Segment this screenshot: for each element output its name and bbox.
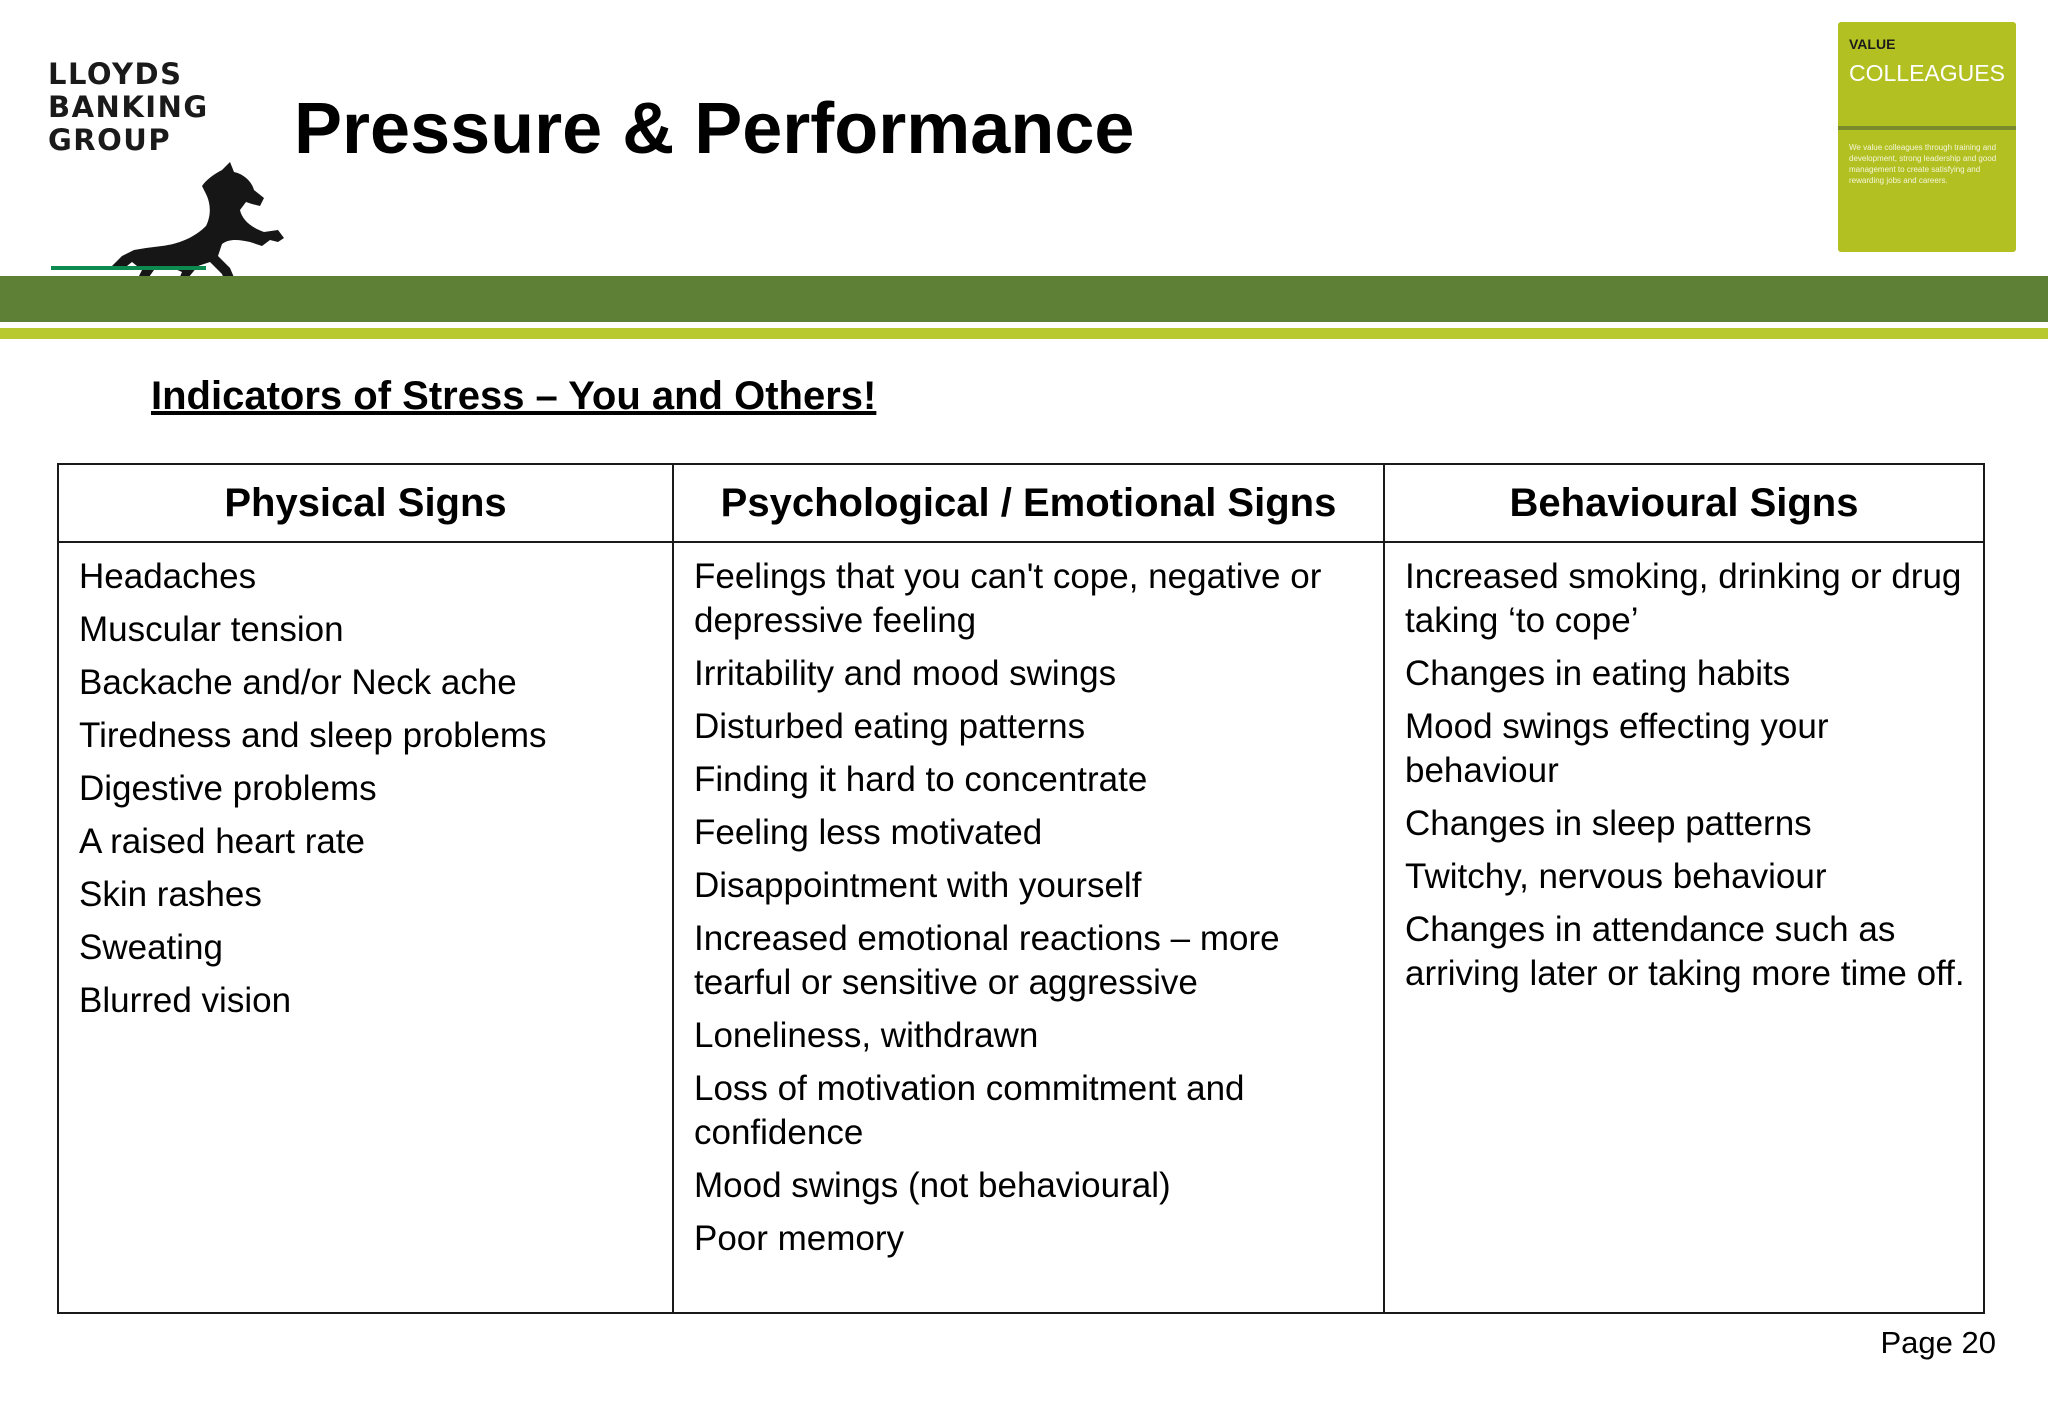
list-item: Headaches xyxy=(79,557,257,596)
list-item: Disappointment with yourself xyxy=(694,866,1142,905)
column-header-psychological: Psychological / Emotional Signs xyxy=(673,464,1384,542)
list-item: Blurred vision xyxy=(79,981,292,1020)
physical-signs-cell xyxy=(58,542,673,1313)
psychological-signs-cell xyxy=(673,542,1384,1313)
table-header-row xyxy=(58,464,1984,542)
list-item: Changes in sleep patterns xyxy=(1405,804,1812,843)
table-body-row xyxy=(58,542,1984,1313)
list-item: Skin rashes xyxy=(79,875,262,914)
value-colleagues-card xyxy=(1838,22,2016,252)
list-item: Feelings that you can't cope, negative or depressive feeling xyxy=(694,557,1322,640)
list-item: Digestive problems xyxy=(79,769,377,808)
list-item: Increased emotional reactions – more tearful or sensitive or aggressive xyxy=(694,919,1280,1002)
stress-indicators-table xyxy=(57,463,1985,1314)
lloyds-logo xyxy=(48,58,248,157)
list-item: Twitchy, nervous behaviour xyxy=(1405,857,1827,896)
value-card-heading: COLLEAGUES xyxy=(1849,60,2005,86)
list-item: Finding it hard to concentrate xyxy=(694,760,1148,799)
list-item: Disturbed eating patterns xyxy=(694,707,1086,746)
list-item: Poor memory xyxy=(694,1219,905,1258)
list-item: Changes in eating habits xyxy=(1405,654,1791,693)
list-item: Mood swings (not behavioural) xyxy=(694,1166,1171,1205)
value-card-label: VALUE xyxy=(1849,36,1896,52)
page-title: Pressure & Performance xyxy=(294,89,1135,169)
header-band-light xyxy=(0,328,2048,339)
column-header-physical: Physical Signs xyxy=(58,464,673,542)
list-item: A raised heart rate xyxy=(79,822,365,861)
list-item: Mood swings effecting your behaviour xyxy=(1405,707,1829,790)
list-item: Loss of motivation commitment and confidence xyxy=(694,1069,1245,1152)
psychological-signs-list xyxy=(694,555,1365,1261)
list-item: Sweating xyxy=(79,928,223,967)
behavioural-signs-cell xyxy=(1384,542,1984,1313)
list-item: Backache and/or Neck ache xyxy=(79,663,517,702)
header-band-dark xyxy=(0,276,2048,322)
logo-line: GROUP xyxy=(48,123,172,157)
section-subtitle: Indicators of Stress – You and Others! xyxy=(151,374,877,418)
page-number: Page 20 xyxy=(1880,1325,1996,1360)
list-item: Increased smoking, drinking or drug taking ‘to cope’ xyxy=(1405,557,1962,640)
value-card-divider xyxy=(1838,126,2016,130)
value-card-description: We value colleagues through training and development, strong leadership and good management to create satisfying and rewarding jobs and careers. xyxy=(1849,143,1997,185)
logo-underline xyxy=(51,266,206,270)
logo-line: BANKING xyxy=(48,90,209,124)
list-item: Tiredness and sleep problems xyxy=(79,716,547,755)
list-item: Feeling less motivated xyxy=(694,813,1043,852)
list-item: Irritability and mood swings xyxy=(694,654,1117,693)
logo-wordmark xyxy=(48,58,248,157)
list-item: Loneliness, withdrawn xyxy=(694,1016,1039,1055)
behavioural-signs-list xyxy=(1405,555,1965,996)
list-item: Changes in attendance such as arriving later or taking more time off. xyxy=(1405,910,1965,993)
list-item: Muscular tension xyxy=(79,610,344,649)
physical-signs-list xyxy=(79,555,654,1023)
logo-line: LLOYDS xyxy=(48,57,183,91)
column-header-behavioural: Behavioural Signs xyxy=(1384,464,1984,542)
